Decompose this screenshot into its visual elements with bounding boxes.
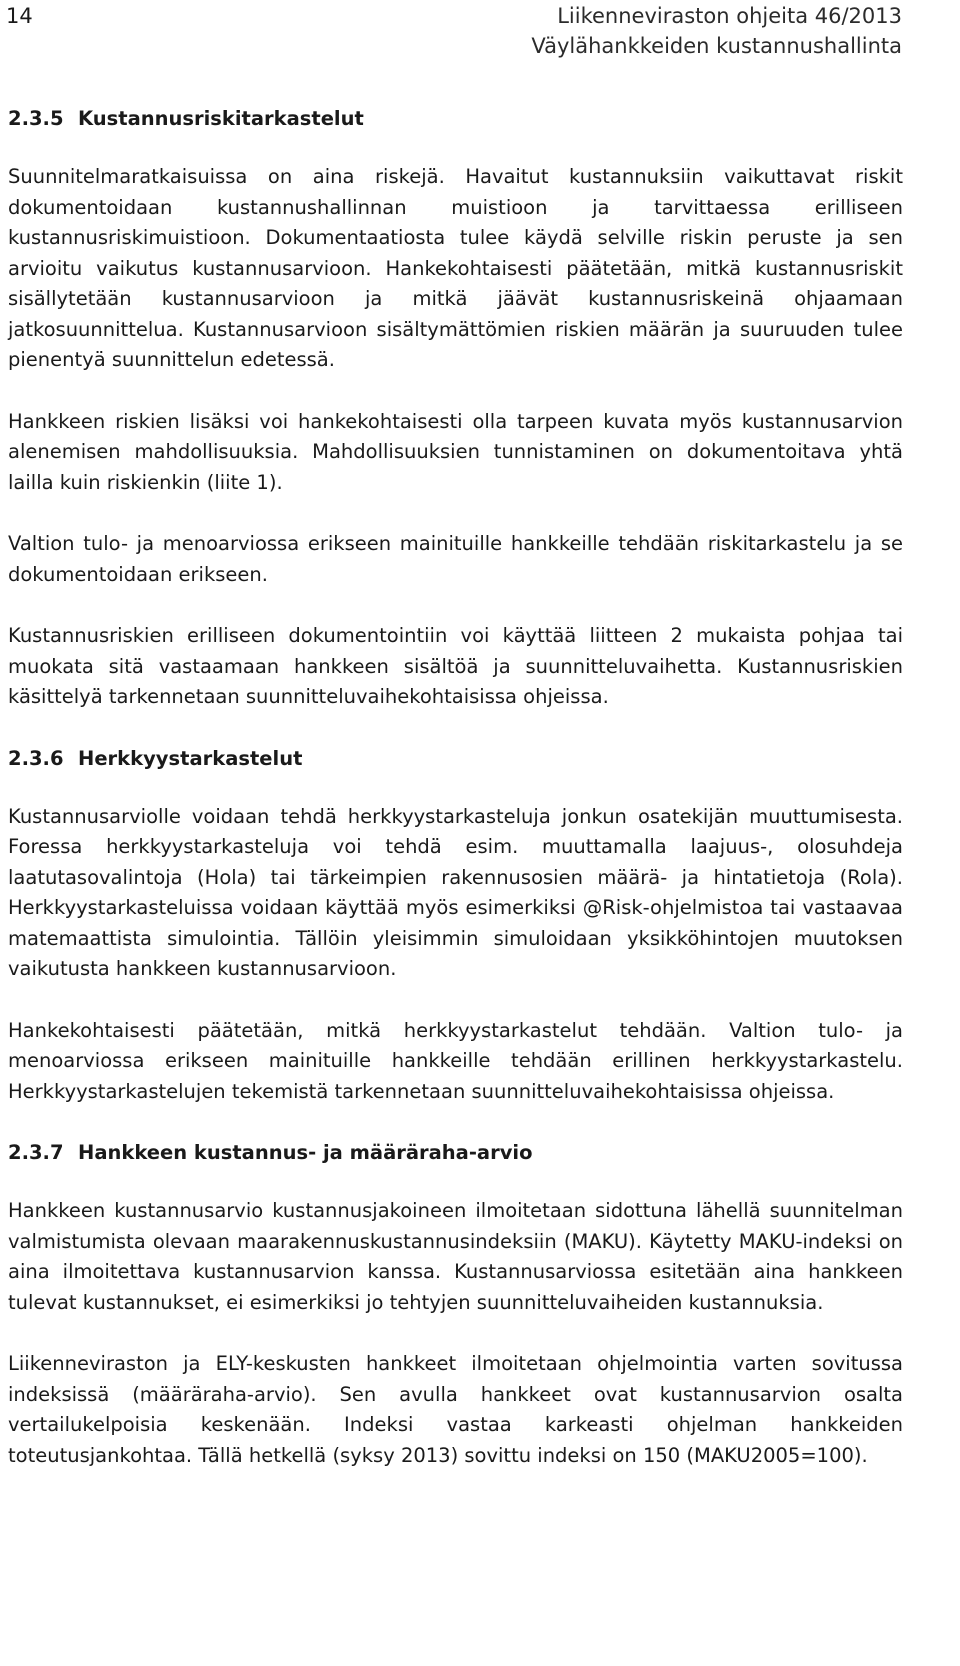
section-heading-2-3-6	[8, 744, 903, 774]
paragraph: Hankkeen riskien lisäksi voi hankekohtaisesti olla tarpeen kuvata myös kustannusarvion alenemisen mahdollisuuksia. Mahdollisuuksien tunnistaminen on dokumentoitava yhtä lailla kuin riskienkin (liite 1).	[8, 409, 903, 494]
section-title: Herkkyystarkastelut	[78, 746, 303, 770]
document-body	[8, 104, 903, 1471]
page-header	[0, 0, 960, 70]
section-title: Hankkeen kustannus- ja määräraha-arvio	[78, 1141, 533, 1164]
publication-subtitle: Väylähankkeiden kustannushallinta	[531, 34, 902, 58]
section-number: 2.3.6	[8, 746, 64, 770]
publication-title: Liikenneviraston ohjeita 46/2013	[557, 4, 902, 28]
page-number: 14	[6, 4, 33, 28]
section-number: 2.3.7	[8, 1141, 64, 1164]
paragraph: Hankkeen kustannusarvio kustannusjakoineen ilmoitetaan sidottuna lähellä suunnitelman valmistumista olevaan maarakennuskustannusindeksiin (MAKU). Käytetty MAKU-indeksi on aina ilmoitettava kustannusarvion kanssa. Kustannusarviossa esitetään aina hankkeen tulevat kustannukset, ei esimerkiksi jo tehtyjen suunnitteluvaiheiden kustannuksia.	[8, 1199, 903, 1314]
section-title: Kustannusriskitarkastelut	[78, 107, 364, 130]
paragraph: Suunnitelmaratkaisuissa on aina riskejä. Havaitut kustannuksiin vaikuttavat riskit dokumentoidaan kustannushallinnan muistioon ja tarvittaessa erilliseen kustannusriskimuistioon. Dokumentaatiosta tulee käydä selville riskin peruste ja sen arvioitu vaikutus kustannusarvioon. Hankekohtaisesti päätetään, mitkä kustannusriskit sisällytetään kustannusarvioon ja mitkä jäävät kustannusriskeinä ohjaamaan jatkosuunnittelua. Kustannusarvioon sisältymättömien riskien määrän ja suuruuden tulee pienentyä suunnittelun edetessä.	[8, 165, 903, 371]
section-heading-2-3-7	[8, 1138, 903, 1168]
section-number: 2.3.5	[8, 107, 64, 130]
paragraph: Kustannusriskien erilliseen dokumentointiin voi käyttää liitteen 2 mukaista pohjaa tai muokata sitä vastaamaan hankkeen sisältöä ja suunnitteluvaihetta. Kustannusriskien käsittelyä tarkennetaan suunnitteluvaihekohtaisissa ohjeissa.	[8, 624, 903, 708]
paragraph: Valtion tulo- ja menoarviossa erikseen mainituille hankkeille tehdään riskitarkastelu ja se dokumentoidaan erikseen.	[8, 532, 903, 586]
paragraph: Liikenneviraston ja ELY-keskusten hankkeet ilmoitetaan ohjelmointia varten sovitussa indeksissä (määräraha-arvio). Sen avulla hankkeet ovat kustannusarvion osalta vertailukelpoisia keskenään. Indeksi vastaa karkeasti ohjelman hankkeiden toteutusjankohtaa. Tällä hetkellä (syksy 2013) sovittu indeksi on 150 (MAKU2005=100).	[8, 1352, 903, 1467]
paragraph: Hankekohtaisesti päätetään, mitkä herkkyystarkastelut tehdään. Valtion tulo- ja menoarviossa erikseen mainituille hankkeille tehdään erillinen herkkyystarkastelu. Herkkyystarkastelujen tekemistä tarkennetaan suunnitteluvaihekohtaisissa ohjeissa.	[8, 1018, 903, 1103]
section-heading-2-3-5	[8, 104, 903, 134]
paragraph: Kustannusarviolle voidaan tehdä herkkyystarkasteluja jonkun osatekijän muuttumisesta. Foressa herkkyystarkasteluja voi tehdä esim. muuttamalla laajuus-, olosuhdeja laatutasovalintoja (Hola) tai tärkeimpien rakennusosien määrä- ja hintatietoja (Rola). Herkkyystarkasteluissa voidaan käyttää myös esimerkiksi @Risk-ohjelmistoa tai vastaavaa matemaattista simulointia. Tällöin yleisimmin simuloidaan yksikköhintojen muutoksen vaikutusta hankkeen kustannusarvioon.	[8, 804, 903, 980]
